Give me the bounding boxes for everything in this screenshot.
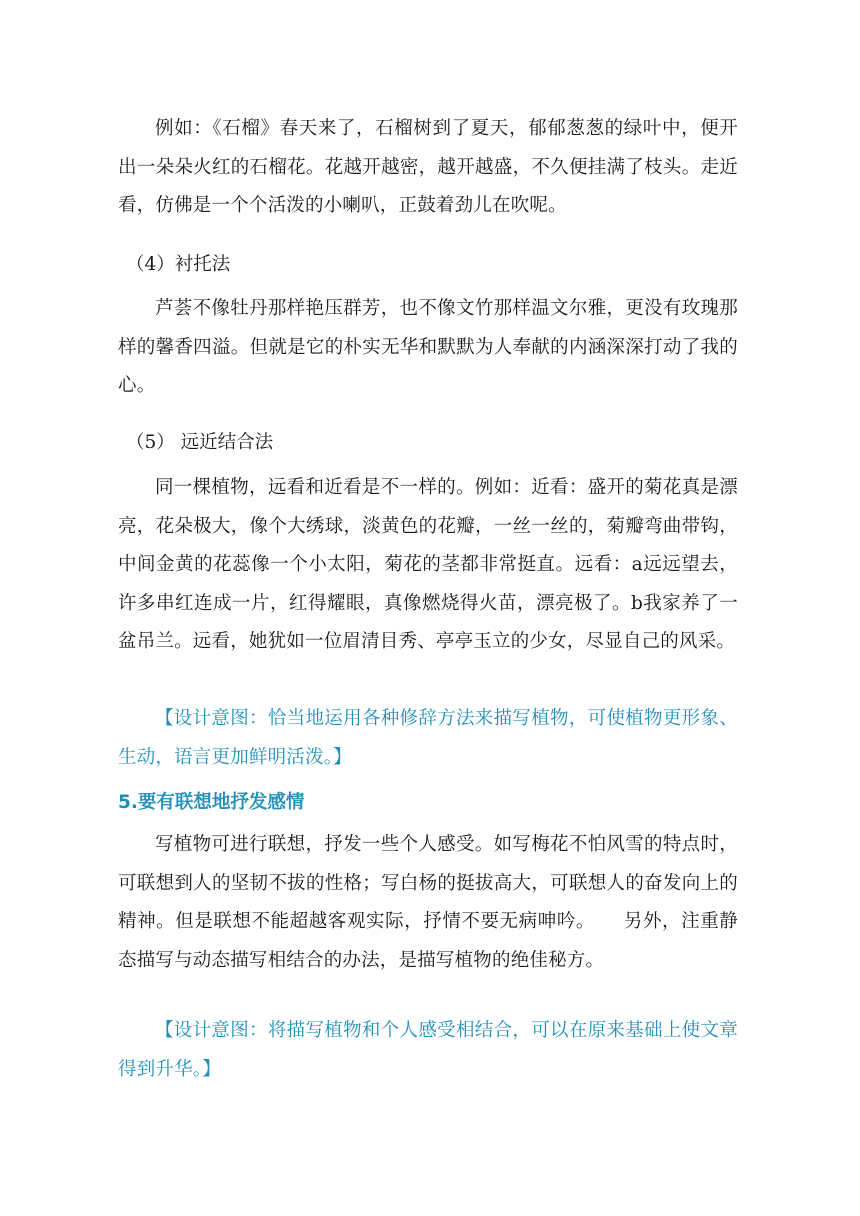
association-paragraph: 写植物可进行联想，抒发一些个人感受。如写梅花不怕风雪的特点时，可联想到人的坚韧不拔的性格；写白杨的挺拔高大，可联想人的奋发向上的精神。但是联想不能超越客观实际，抒情不要无病呻吟。 另外，注重静态描写与动态描写相结合的办法，是描写植物的绝佳秘方。 [118,834,738,971]
chrysanthemum-paragraph: 同一棵植物，远看和近看是不一样的。例如：近看：盛开的菊花真是漂亮，花朵极大，像个大绣球，淡黄色的花瓣，一丝一丝的，菊瓣弯曲带钩，中间金黄的花蕊像一个小太阳，菊花的茎都非常挺直。远看：a远远望去，许多串红连成一片，红得耀眼，真像燃烧得火苗，漂亮极了。b我家养了一盆吊兰。远看，她犹如一位眉清目秀、亭亭玉立的少女，尽显自己的风采。 [118,477,738,652]
heading-far-near-method: （5） 远近结合法 [126,432,274,453]
heading-contrast-method: （4）衬托法 [126,254,231,275]
section-5-heading: 5.要有联想地抒发感情 [118,792,305,813]
design-intent-note-2: 【设计意图：将描写植物和个人感受相结合，可以在原来基础上使文章得到升华。】 [118,1020,738,1080]
design-intent-note-1: 【设计意图：恰当地运用各种修辞方法来描写植物，可使植物更形象、生动，语言更加鲜明活泼。】 [118,708,738,768]
aloe-paragraph: 芦荟不像牡丹那样艳压群芳，也不像文竹那样温文尔雅，更没有玫瑰那样的馨香四溢。但就是它的朴实无华和默默为人奉献的内涵深深打动了我的心。 [118,298,738,396]
example-pomegranate-paragraph: 例如：《石榴》春天来了，石榴树到了夏天，郁郁葱葱的绿叶中，便开出一朵朵火红的石榴花。花越开越密，越开越盛，不久便挂满了枝头。走近看，仿佛是一个个活泼的小喇叭，正鼓着劲儿在吹呢。 [118,118,738,216]
